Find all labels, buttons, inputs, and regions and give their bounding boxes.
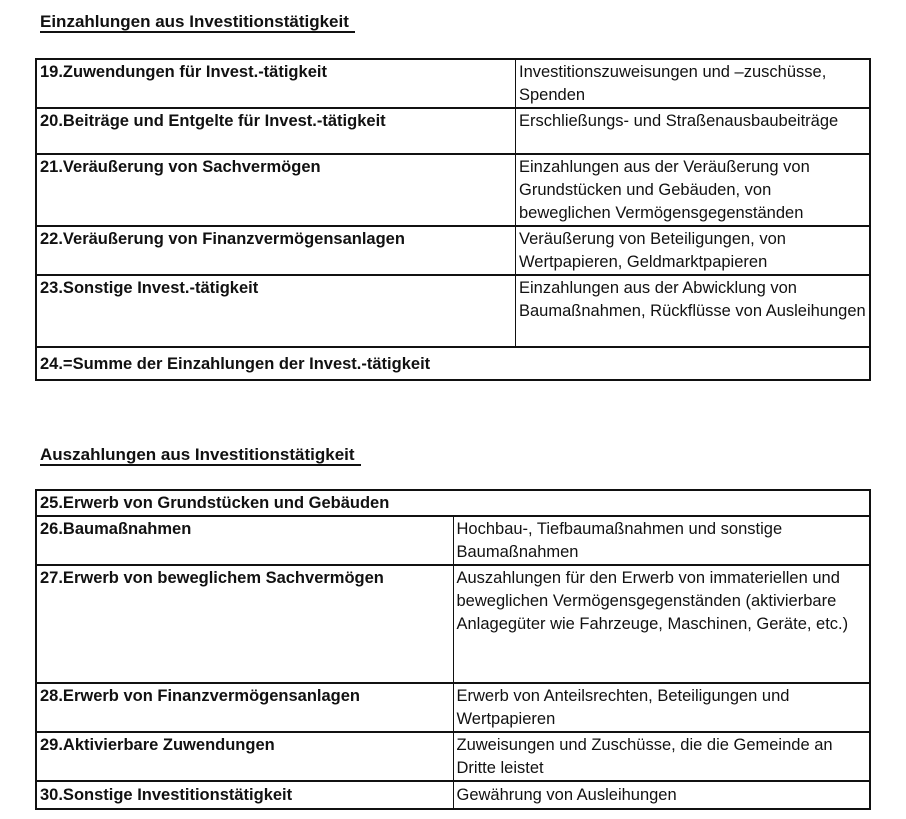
einzahlungen-table xyxy=(35,58,871,381)
row-label: 21.Veräußerung von Sachvermögen xyxy=(36,154,516,226)
table-row xyxy=(36,108,870,154)
table-row xyxy=(36,683,870,732)
table-row xyxy=(36,59,870,108)
row-description: Investitionszuweisungen und –zuschüsse, Spenden xyxy=(516,59,871,108)
table-row xyxy=(36,781,870,809)
row-description: Veräußerung von Beteiligungen, von Wertpapieren, Geldmarktpapieren xyxy=(516,226,871,275)
table-row xyxy=(36,565,870,683)
row-description: Gewährung von Ausleihungen xyxy=(453,781,870,809)
table-row xyxy=(36,226,870,275)
row-label: 19.Zuwendungen für Invest.-tätigkeit xyxy=(40,63,327,81)
row-label: 28.Erwerb von Finanzvermögensanlagen xyxy=(36,683,453,732)
row-label: 29.Aktivierbare Zuwendungen xyxy=(36,732,453,781)
sum-row xyxy=(36,347,870,380)
table-row xyxy=(36,516,870,565)
table-row xyxy=(36,490,870,516)
row-label: 27.Erwerb von beweglichem Sachvermögen xyxy=(36,565,453,683)
table-row xyxy=(36,154,870,226)
row-label: 22.Veräußerung von Finanzvermögensanlagen xyxy=(36,226,516,275)
auszahlungen-table xyxy=(35,489,871,810)
row-description: Auszahlungen für den Erwerb von immateriellen und beweglichen Vermögensgegenständen (aktivierbare Anlagegüter wie Fahrzeuge, Maschinen, Geräte, etc.) xyxy=(453,565,870,683)
row-label: 23.Sonstige Invest.-tätigkeit xyxy=(36,275,516,347)
row-description: Zuweisungen und Zuschüsse, die die Gemeinde an Dritte leistet xyxy=(453,732,870,781)
sum-label: 24.=Summe der Einzahlungen der Invest.-tätigkeit xyxy=(36,347,870,380)
row-description: Erschließungs- und Straßenausbaubeiträge xyxy=(516,108,871,154)
row-description: Einzahlungen aus der Abwicklung von Baumaßnahmen, Rückflüsse von Ausleihungen xyxy=(516,275,871,347)
row-label: 30.Sonstige Investitionstätigkeit xyxy=(36,781,453,809)
row-label: 25.Erwerb von Grundstücken und Gebäuden xyxy=(40,494,390,512)
row-description: Erwerb von Anteilsrechten, Beteiligungen und Wertpapieren xyxy=(453,683,870,732)
table-row xyxy=(36,275,870,347)
row-description: Hochbau-, Tiefbaumaßnahmen und sonstige Baumaßnahmen xyxy=(453,516,870,565)
row-description: Einzahlungen aus der Veräußerung von Grundstücken und Gebäuden, von beweglichen Vermögensgegenständen xyxy=(516,154,871,226)
row-label: 26.Baumaßnahmen xyxy=(36,516,453,565)
row-label: 20.Beiträge und Entgelte für Invest.-tätigkeit xyxy=(36,108,516,154)
section-title-auszahlungen: Auszahlungen aus Investitionstätigkeit xyxy=(40,445,361,466)
section-title-einzahlungen: Einzahlungen aus Investitionstätigkeit xyxy=(40,12,355,33)
table-row xyxy=(36,732,870,781)
